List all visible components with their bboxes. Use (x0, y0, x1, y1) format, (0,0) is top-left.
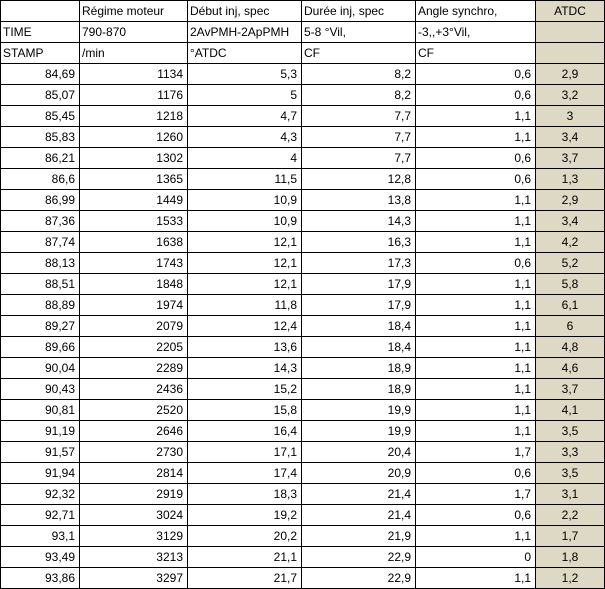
table-row (1, 148, 605, 169)
time-cell[interactable]: 90,43 (1, 379, 80, 400)
duree-cell[interactable]: 18,9 (302, 358, 416, 379)
duree-cell[interactable]: 14,3 (302, 211, 416, 232)
atdc-cell[interactable]: 2,9 (536, 190, 605, 211)
table-row (1, 106, 605, 127)
debut-cell[interactable]: 4,3 (188, 127, 302, 148)
duree-cell[interactable]: 18,4 (302, 316, 416, 337)
regime-cell[interactable]: 1365 (80, 169, 188, 190)
regime-cell[interactable]: 1302 (80, 148, 188, 169)
angle-cell[interactable]: 0,6 (416, 505, 536, 526)
time-cell[interactable]: 89,27 (1, 316, 80, 337)
duree-cell[interactable]: 22,9 (302, 568, 416, 589)
table-row (1, 316, 605, 337)
table-row (1, 127, 605, 148)
angle-cell[interactable]: 0,6 (416, 253, 536, 274)
debut-cell[interactable]: 21,1 (188, 547, 302, 568)
atdc-cell[interactable]: 3,1 (536, 484, 605, 505)
regime-cell[interactable]: 3213 (80, 547, 188, 568)
angle-cell[interactable]: 0,6 (416, 64, 536, 85)
header-cell-vil-range[interactable]: -3,,+3°Vil, (416, 22, 536, 43)
regime-cell[interactable]: 2919 (80, 484, 188, 505)
angle-cell[interactable]: 1,1 (416, 568, 536, 589)
angle-cell[interactable]: 0 (416, 547, 536, 568)
duree-cell[interactable]: 16,3 (302, 232, 416, 253)
table-row (1, 169, 605, 190)
atdc-cell[interactable]: 1,2 (536, 568, 605, 589)
time-cell[interactable]: 86,21 (1, 148, 80, 169)
time-cell[interactable]: 93,1 (1, 526, 80, 547)
header-cell-time[interactable]: TIME (1, 22, 80, 43)
atdc-cell[interactable]: 3,2 (536, 85, 605, 106)
table-row (1, 526, 605, 547)
table-row (1, 358, 605, 379)
time-cell[interactable]: 85,07 (1, 85, 80, 106)
table-row (1, 274, 605, 295)
angle-cell[interactable]: 1,1 (416, 127, 536, 148)
duree-cell[interactable]: 21,9 (302, 526, 416, 547)
debut-cell[interactable]: 14,3 (188, 358, 302, 379)
regime-cell[interactable]: 1449 (80, 190, 188, 211)
atdc-cell[interactable]: 3,7 (536, 379, 605, 400)
header-cell[interactable] (1, 1, 80, 22)
atdc-cell[interactable]: 1,8 (536, 547, 605, 568)
angle-cell[interactable]: 1,1 (416, 379, 536, 400)
header-cell-stamp[interactable]: STAMP (1, 43, 80, 64)
table-row (1, 190, 605, 211)
duree-cell[interactable]: 20,4 (302, 442, 416, 463)
header-cell-range[interactable]: 790-870 (80, 22, 188, 43)
table-row (1, 232, 605, 253)
duree-cell[interactable]: 18,9 (302, 379, 416, 400)
regime-cell[interactable]: 2289 (80, 358, 188, 379)
debut-cell[interactable]: 21,7 (188, 568, 302, 589)
table-row (1, 484, 605, 505)
table-row (1, 211, 605, 232)
time-cell[interactable]: 91,94 (1, 463, 80, 484)
atdc-cell[interactable]: 1,3 (536, 169, 605, 190)
time-cell[interactable]: 89,66 (1, 337, 80, 358)
angle-cell[interactable]: 1,1 (416, 106, 536, 127)
duree-cell[interactable]: 17,9 (302, 274, 416, 295)
duree-cell[interactable]: 21,4 (302, 484, 416, 505)
atdc-cell[interactable]: 2,9 (536, 64, 605, 85)
header-cell-angle[interactable]: Angle synchro, (416, 1, 536, 22)
table-row (1, 505, 605, 526)
debut-cell[interactable]: 12,1 (188, 274, 302, 295)
header-cell-empty[interactable] (536, 22, 605, 43)
atdc-cell[interactable]: 3,7 (536, 148, 605, 169)
debut-cell[interactable]: 5 (188, 85, 302, 106)
debut-cell[interactable]: 20,2 (188, 526, 302, 547)
angle-cell[interactable]: 1,1 (416, 274, 536, 295)
debut-cell[interactable]: 19,2 (188, 505, 302, 526)
atdc-cell[interactable]: 4,6 (536, 358, 605, 379)
table-row (1, 379, 605, 400)
table-row (1, 64, 605, 85)
header-cell-duree[interactable]: Durée inj, spec (302, 1, 416, 22)
table-row (1, 400, 605, 421)
duree-cell[interactable]: 21,4 (302, 505, 416, 526)
duree-cell[interactable]: 20,9 (302, 463, 416, 484)
duree-cell[interactable]: 13,8 (302, 190, 416, 211)
debut-cell[interactable]: 17,1 (188, 442, 302, 463)
debut-cell[interactable]: 10,9 (188, 190, 302, 211)
table-row (1, 568, 605, 589)
duree-cell[interactable]: 19,9 (302, 421, 416, 442)
atdc-cell[interactable]: 1,7 (536, 526, 605, 547)
header-cell-unit-atdc[interactable]: °ATDC (188, 43, 302, 64)
time-cell[interactable]: 84,69 (1, 64, 80, 85)
debut-cell[interactable]: 12,4 (188, 316, 302, 337)
debut-cell[interactable]: 5,3 (188, 64, 302, 85)
angle-cell[interactable]: 1,1 (416, 295, 536, 316)
duree-cell[interactable]: 17,9 (302, 295, 416, 316)
debut-cell[interactable]: 11,5 (188, 169, 302, 190)
time-cell[interactable]: 91,19 (1, 421, 80, 442)
angle-cell[interactable]: 1,1 (416, 526, 536, 547)
header-cell-regime[interactable]: Régime moteur (80, 1, 188, 22)
header-cell-spec[interactable]: 2AvPMH-2ApPMH (188, 22, 302, 43)
debut-cell[interactable]: 12,1 (188, 232, 302, 253)
regime-cell[interactable]: 1134 (80, 64, 188, 85)
time-cell[interactable]: 86,6 (1, 169, 80, 190)
time-cell[interactable]: 91,57 (1, 442, 80, 463)
atdc-cell[interactable]: 6,1 (536, 295, 605, 316)
atdc-cell[interactable]: 4,8 (536, 337, 605, 358)
atdc-cell[interactable]: 3,5 (536, 421, 605, 442)
angle-cell[interactable]: 0,6 (416, 169, 536, 190)
header-cell-vil[interactable]: 5-8 °Vil, (302, 22, 416, 43)
angle-cell[interactable]: 1,1 (416, 358, 536, 379)
regime-cell[interactable]: 1176 (80, 85, 188, 106)
time-cell[interactable]: 88,13 (1, 253, 80, 274)
debut-cell[interactable]: 16,4 (188, 421, 302, 442)
header-cell-unit-cf-2[interactable]: CF (416, 43, 536, 64)
debut-cell[interactable]: 15,8 (188, 400, 302, 421)
time-cell[interactable]: 93,86 (1, 568, 80, 589)
time-cell[interactable]: 87,74 (1, 232, 80, 253)
header-cell-debut[interactable]: Début inj, spec (188, 1, 302, 22)
regime-cell[interactable]: 2436 (80, 379, 188, 400)
time-cell[interactable]: 88,51 (1, 274, 80, 295)
debut-cell[interactable]: 4,7 (188, 106, 302, 127)
debut-cell[interactable]: 13,6 (188, 337, 302, 358)
angle-cell[interactable]: 1,7 (416, 484, 536, 505)
regime-cell[interactable]: 1848 (80, 274, 188, 295)
angle-cell[interactable]: 0,6 (416, 463, 536, 484)
duree-cell[interactable]: 22,9 (302, 547, 416, 568)
duree-cell[interactable]: 8,2 (302, 85, 416, 106)
time-cell[interactable]: 86,99 (1, 190, 80, 211)
atdc-cell[interactable]: 5,2 (536, 253, 605, 274)
duree-cell[interactable]: 17,3 (302, 253, 416, 274)
regime-cell[interactable]: 2079 (80, 316, 188, 337)
debut-cell[interactable]: 18,3 (188, 484, 302, 505)
atdc-cell[interactable]: 4,2 (536, 232, 605, 253)
atdc-cell[interactable]: 3,4 (536, 211, 605, 232)
angle-cell[interactable]: 0,6 (416, 148, 536, 169)
atdc-cell[interactable]: 3,5 (536, 463, 605, 484)
table-row (1, 337, 605, 358)
angle-cell[interactable]: 1,1 (416, 421, 536, 442)
time-cell[interactable]: 90,81 (1, 400, 80, 421)
angle-cell[interactable]: 1,1 (416, 232, 536, 253)
header-row-1 (1, 1, 605, 22)
regime-cell[interactable]: 2646 (80, 421, 188, 442)
regime-cell[interactable]: 3129 (80, 526, 188, 547)
header-cell-atdc[interactable]: ATDC (536, 1, 605, 22)
regime-cell[interactable]: 1260 (80, 127, 188, 148)
spreadsheet-body (1, 1, 605, 589)
table-row (1, 421, 605, 442)
atdc-cell[interactable]: 6 (536, 316, 605, 337)
time-cell[interactable]: 85,83 (1, 127, 80, 148)
time-cell[interactable]: 90,04 (1, 358, 80, 379)
regime-cell[interactable]: 1974 (80, 295, 188, 316)
table-row (1, 253, 605, 274)
regime-cell[interactable]: 3024 (80, 505, 188, 526)
debut-cell[interactable]: 15,2 (188, 379, 302, 400)
atdc-cell[interactable]: 3,4 (536, 127, 605, 148)
time-cell[interactable]: 92,71 (1, 505, 80, 526)
time-cell[interactable]: 85,45 (1, 106, 80, 127)
debut-cell[interactable]: 17,4 (188, 463, 302, 484)
duree-cell[interactable]: 18,4 (302, 337, 416, 358)
table-row (1, 85, 605, 106)
header-cell-unit-min[interactable]: /min (80, 43, 188, 64)
duree-cell[interactable]: 7,7 (302, 148, 416, 169)
angle-cell[interactable]: 0,6 (416, 85, 536, 106)
regime-cell[interactable]: 1743 (80, 253, 188, 274)
time-cell[interactable]: 87,36 (1, 211, 80, 232)
angle-cell[interactable]: 1,1 (416, 337, 536, 358)
angle-cell[interactable]: 1,1 (416, 211, 536, 232)
regime-cell[interactable]: 2520 (80, 400, 188, 421)
regime-cell[interactable]: 2205 (80, 337, 188, 358)
duree-cell[interactable]: 7,7 (302, 106, 416, 127)
table-row (1, 463, 605, 484)
header-row-2 (1, 22, 605, 43)
atdc-cell[interactable]: 4,1 (536, 400, 605, 421)
regime-cell[interactable]: 1638 (80, 232, 188, 253)
debut-cell[interactable]: 11,8 (188, 295, 302, 316)
duree-cell[interactable]: 12,8 (302, 169, 416, 190)
regime-cell[interactable]: 2730 (80, 442, 188, 463)
angle-cell[interactable]: 1,1 (416, 190, 536, 211)
time-cell[interactable]: 93,49 (1, 547, 80, 568)
header-cell-unit-cf[interactable]: CF (302, 43, 416, 64)
regime-cell[interactable]: 3297 (80, 568, 188, 589)
table-row (1, 295, 605, 316)
angle-cell[interactable]: 1,1 (416, 400, 536, 421)
table-row (1, 442, 605, 463)
regime-cell[interactable]: 1533 (80, 211, 188, 232)
duree-cell[interactable]: 8,2 (302, 64, 416, 85)
angle-cell[interactable]: 1,7 (416, 442, 536, 463)
regime-cell[interactable]: 1218 (80, 106, 188, 127)
angle-cell[interactable]: 1,1 (416, 316, 536, 337)
time-cell[interactable]: 88,89 (1, 295, 80, 316)
table-row (1, 547, 605, 568)
debut-cell[interactable]: 12,1 (188, 253, 302, 274)
debut-cell[interactable]: 10,9 (188, 211, 302, 232)
atdc-cell[interactable]: 2,2 (536, 505, 605, 526)
atdc-cell[interactable]: 3 (536, 106, 605, 127)
duree-cell[interactable]: 7,7 (302, 127, 416, 148)
duree-cell[interactable]: 19,9 (302, 400, 416, 421)
atdc-cell[interactable]: 5,8 (536, 274, 605, 295)
header-row-3 (1, 43, 605, 64)
header-cell-empty-2[interactable] (536, 43, 605, 64)
debut-cell[interactable]: 4 (188, 148, 302, 169)
regime-cell[interactable]: 2814 (80, 463, 188, 484)
atdc-cell[interactable]: 3,3 (536, 442, 605, 463)
time-cell[interactable]: 92,32 (1, 484, 80, 505)
